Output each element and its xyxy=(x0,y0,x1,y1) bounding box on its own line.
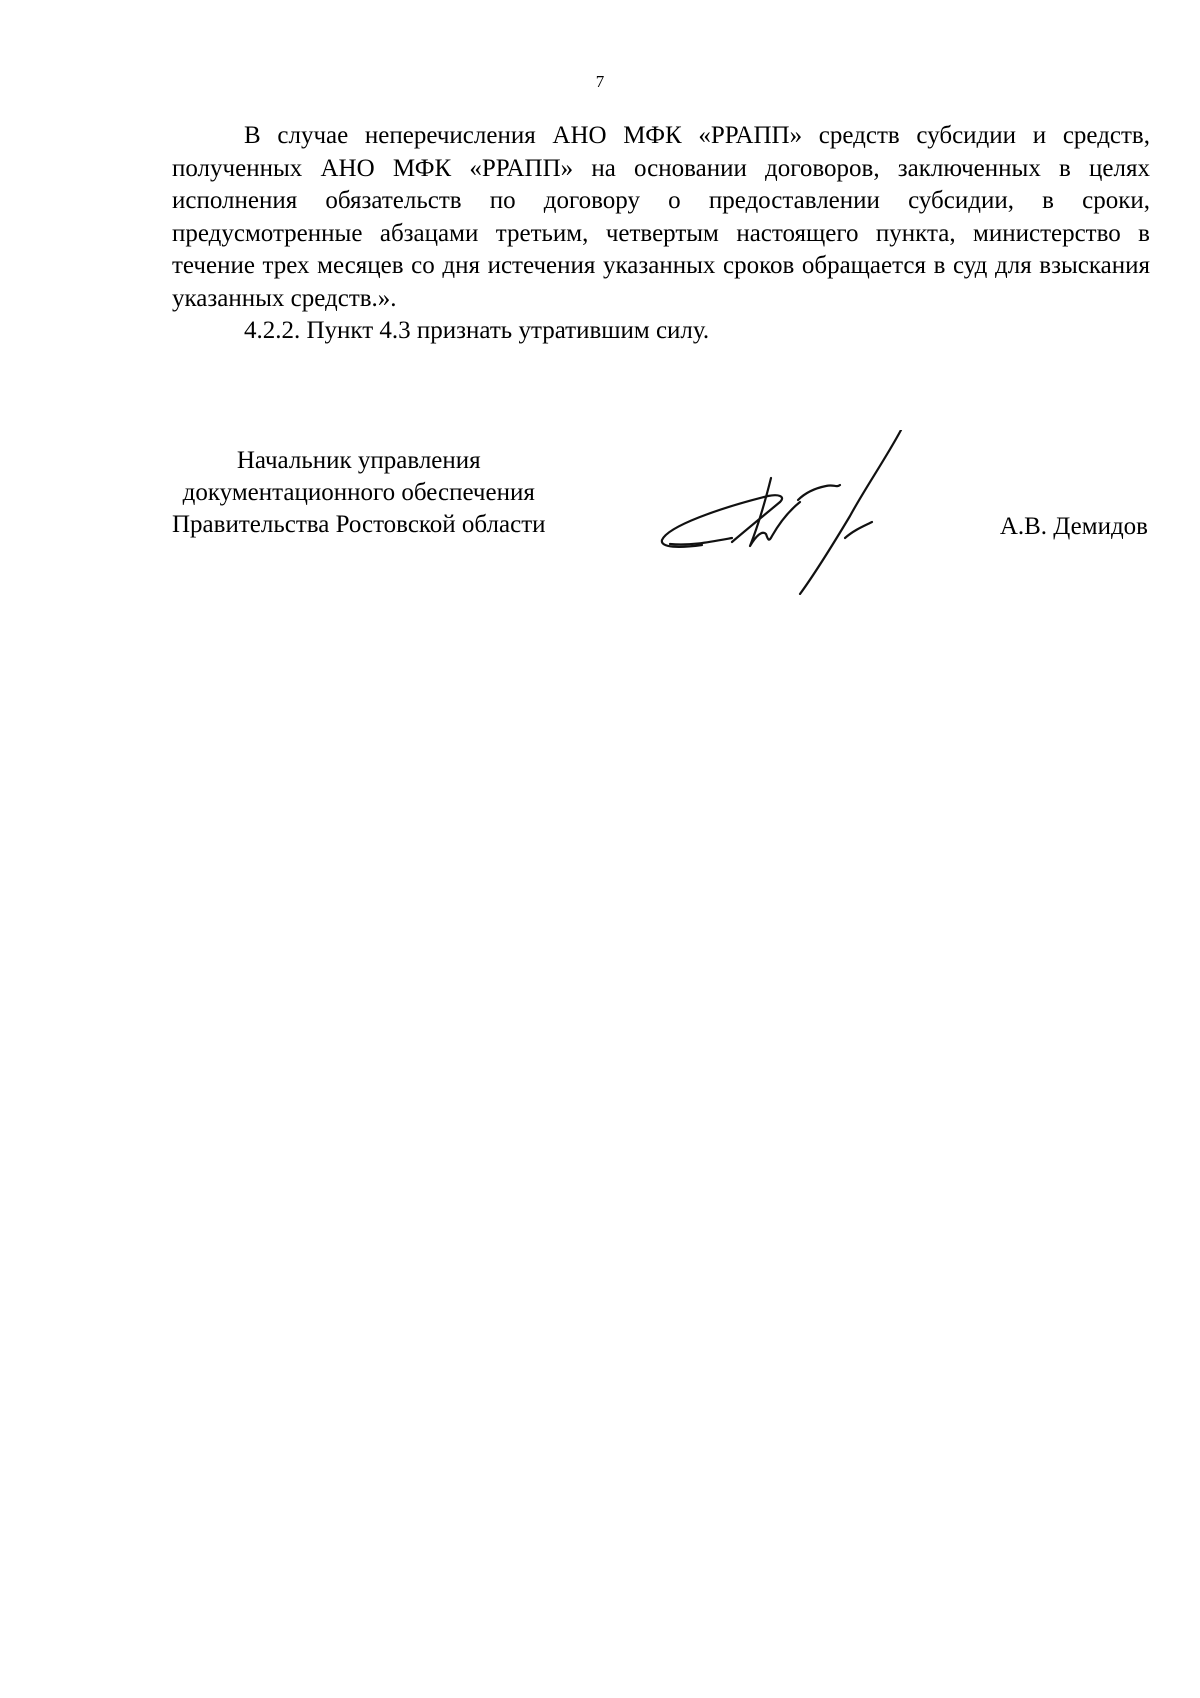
document-body xyxy=(172,120,1150,348)
signatory-title-line-1: Начальник управления xyxy=(236,447,481,474)
signatory-title-line-2: документационного обеспечения xyxy=(182,479,535,506)
paragraph-clause-4-2-2: 4.2.2. Пункт 4.3 признать утратившим силу. xyxy=(244,317,710,344)
paragraph-refund-clause: В случае неперечисления АНО МФК «РРАПП» средств субсидии и средств, полученных АНО МФК «РРАПП» на основании договоров, заключенных в целях исполнения обязательств по договору о предоставлении субсидии, в сроки, предусмотренные абзацами третьим, четвертым настоящего пункта, министерство в течение трех месяцев со дня истечения указанных сроков обращается в суд для взыскания указанных средств.». xyxy=(172,122,1150,312)
signatory-title-line-3: Правительства Ростовской области xyxy=(172,511,546,538)
page-number: 7 xyxy=(595,72,605,91)
handwritten-signature-icon xyxy=(650,430,940,595)
signatory-title xyxy=(172,445,546,541)
signatory-name: А.В. Демидов xyxy=(999,513,1148,540)
